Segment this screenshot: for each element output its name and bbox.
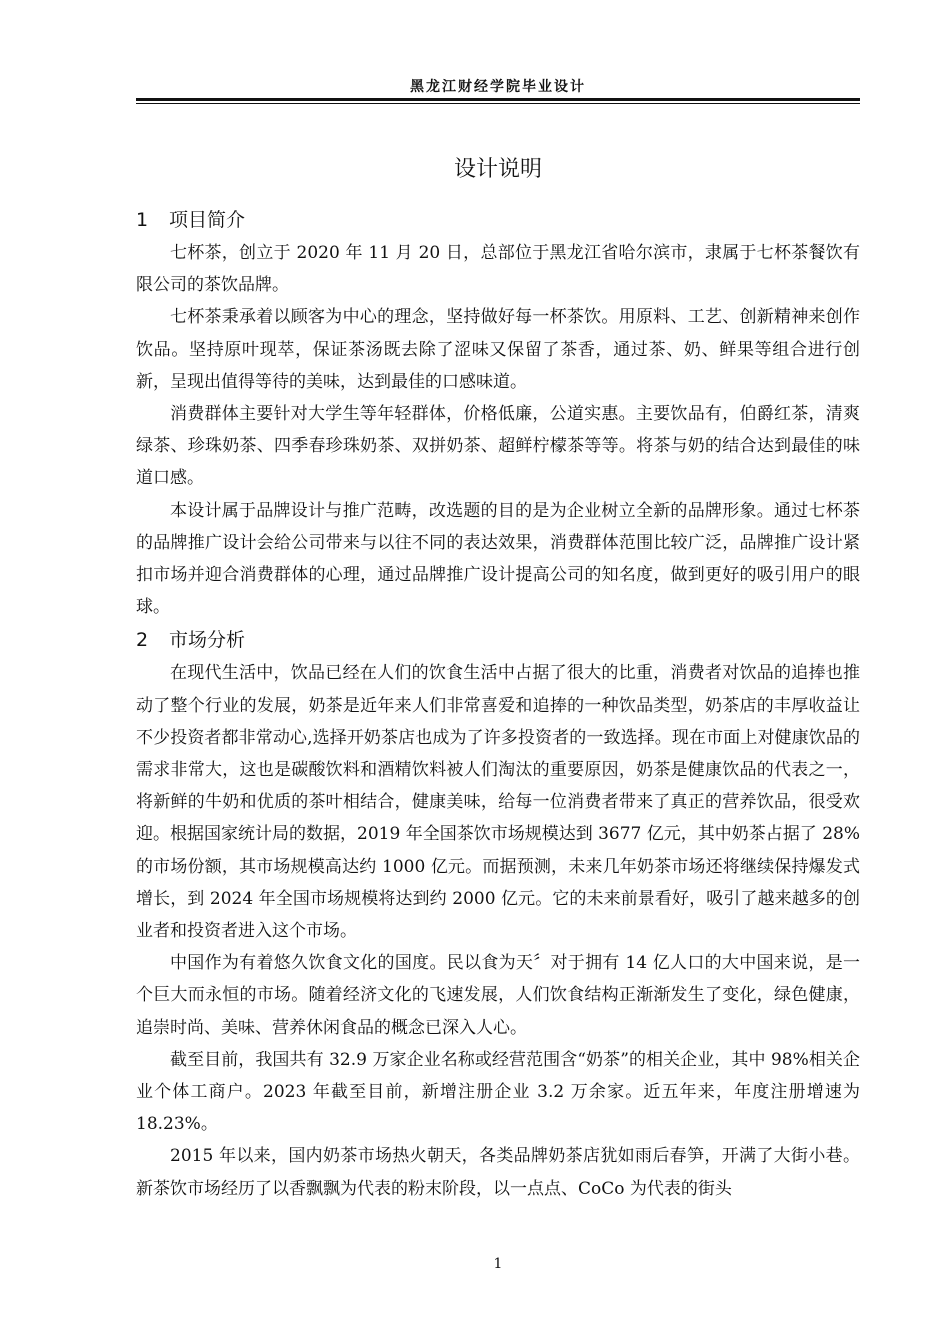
paragraph: 截至目前，我国共有 32.9 万家企业名称或经营范围含“奶茶”的相关企业，其中 98%相关企业个体工商户。2023 年截至目前，新增注册企业 3.2 万余家。近五年来，年度注册增速为 18.23%。 [136, 1049, 860, 1135]
paragraph: 七杯茶，创立于 2020 年 11 月 20 日，总部位于黑龙江省哈尔滨市，隶属于七杯茶餐饮有限公司的茶饮品牌。 [136, 243, 860, 296]
paragraph: 七杯茶秉承着以顾客为中心的理念，坚持做好每一杯茶饮。用原料、工艺、创新精神来创作饮品。坚持原叶现萃，保证茶汤既去除了涩味又保留了茶香，通过茶、奶、鲜果等组合进行创新，呈现出值得等待的美味，达到最佳的口感味道。 [136, 307, 860, 392]
section-heading [136, 203, 860, 237]
body-content [136, 203, 860, 1205]
paragraph: 本设计属于品牌设计与推广范畴，改选题的目的是为企业树立全新的品牌形象。通过七杯茶的品牌推广设计会给公司带来与以往不同的表达效果，消费群体范围比较广泛，品牌推广设计紧扣市场并迎合消费群体的心理，通过品牌推广设计提高公司的知名度，做到更好的吸引用户的眼球。 [136, 500, 860, 618]
paragraph: 2015 年以来，国内奶茶市场热火朝天，各类品牌奶茶店犹如雨后春笋，开满了大街小巷。新茶饮市场经历了以香飘飘为代表的粉末阶段，以一点点、CoCo 为代表的街头 [136, 1146, 860, 1199]
page-title: 设计说明 [453, 157, 542, 182]
section-title: 项目简介 [169, 209, 246, 231]
header-rule-thin [136, 103, 860, 104]
running-header: 黑龙江财经学院毕业设计 [410, 79, 586, 95]
section-heading [136, 623, 860, 657]
header-rule-thick [136, 98, 860, 101]
section-title: 市场分析 [169, 629, 246, 652]
section-number: 2 [136, 629, 149, 652]
paragraph: 消费群体主要针对大学生等年轻群体，价格低廉，公道实惠。主要饮品有，伯爵红茶，清爽绿茶、珍珠奶茶、四季春珍珠奶茶、双拼奶茶、超鲜柠檬茶等等。将茶与奶的结合达到最佳的味道口感。 [136, 404, 860, 489]
paragraph: 中国作为有着悠久饮食文化的国度。民以食为天〞对于拥有 14 亿人口的大中国来说，是一个巨大而永恒的市场。随着经济文化的飞速发展，人们饮食结构正渐渐发生了变化，绿色健康，追崇时尚、美味、营养休闲食品的概念已深入人心。 [136, 953, 860, 1038]
section-number: 1 [136, 209, 149, 231]
paragraph: 在现代生活中，饮品已经在人们的饮食生活中占据了很大的比重，消费者对饮品的追捧也推动了整个行业的发展，奶茶是近年来人们非常喜爱和追捧的一种饮品类型，奶茶店的丰厚收益让不少投资者都非常动心,选择开奶茶店也成为了许多投资者的一致选择。现在市面上对健康饮品的需求非常大，这也是碳酸饮料和酒精饮料被人们淘汰的重要原因，奶茶是健康饮品的代表之一，将新鲜的牛奶和优质的茶叶相结合，健康美味，给每一位消费者带来了真正的营养饮品，很受欢迎。根据国家统计局的数据，2019 年全国茶饮市场规模达到 3677 亿元，其中奶茶占据了 28%的市场份额，其市场规模高达约 1000 亿元。而据预测，未来几年奶茶市场还将继续保持爆发式增长，到 2024 年全国市场规模将达到约 2000 亿元。它的未来前景看好，吸引了越来越多的创业者和投资者进入这个市场。 [136, 663, 860, 942]
page-number: 1 [493, 1256, 503, 1272]
